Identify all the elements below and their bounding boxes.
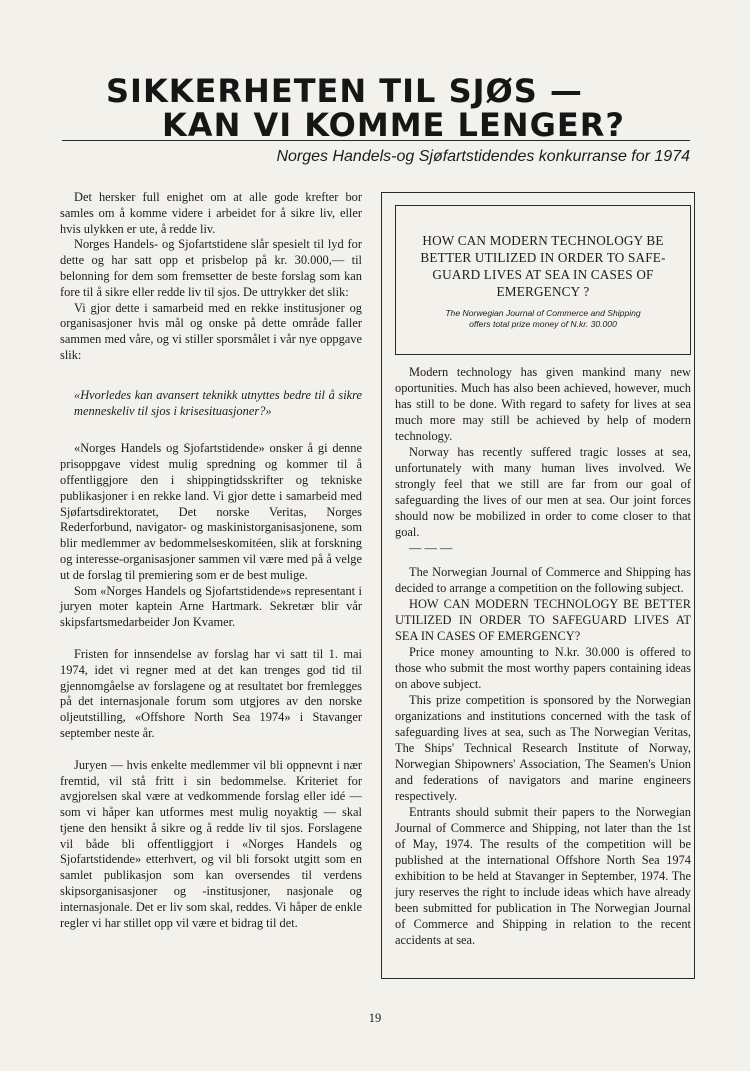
left-paragraph-3: Vi gjor dette i samarbeid med en rekke institusjoner og organisasjoner hvis mål og onske på dette område faller sammen med våre, og vi stiller sporsmålet i vår nye oppgave slik:	[60, 300, 362, 362]
right-column	[395, 364, 691, 948]
sponsor-line-2: offers total prize money of N.kr. 30.000	[469, 318, 617, 329]
headline	[100, 74, 660, 142]
left-paragraph-6: Fristen for innsendelse av forslag har vi satt til 1. mai 1974, idet vi regner med at det kan trenges god tid til gjennomgåelse av forslagene og at resultatet bor fremlegges på det internasjonale forum som utgjores av den norske oljeutstilling, «Offshore North Sea 1974» i Stavanger september neste år.	[60, 646, 362, 740]
right-paragraph-1: Modern technology has given mankind many new oportunities. Much has also been achieved, however, much has still to be done. With regard to safety for lives at sea much more may still be achieved by help of modern technology.	[395, 365, 691, 443]
subtitle: Norges Handels-og Sjøfartstidendes konkurranse for 1974	[276, 148, 690, 165]
headline-line-2: KAN VI KOMME LENGER?	[162, 106, 625, 144]
left-paragraph-4: «Norges Handels og Sjofartstidende» onsker å gi denne prisoppgave videst mulig spredning og kommer til å offentliggjore den i shippingtidsskrifter og tekniske publikasjoner i en rekke land. Vi gjor dette i samarbeid med Sjøfartsdirektoratet, Det norske Veritas, Norges Rederforbund, navigator- og maskinistorganisasjonene, som blir medlemmer av bedommelseskomitéen, slik at forskning og interesse-organisasjoner sammen vil være med på å velge ut de forslag til premiering som er de best mulige.	[60, 441, 362, 582]
headline-line-1: SIKKERHETEN TIL SJØS —	[106, 72, 583, 110]
right-paragraph-5: Price money amounting to N.kr. 30.000 is offered to those who submit the most worthy papers containing ideas on above subject.	[395, 645, 691, 691]
right-paragraph-7: Entrants should submit their papers to the Norwegian Journal of Commerce and Shipping, not later than the 1st of May, 1974. The results of the competition will be published at the international Offshore North Sea 1974 exhibition to be held at Stavanger in September, 1974. The jury reserves the right to include ideas which have already been submitted for publication in The Norwegian Journal of Commerce and Shipping in relation to the recent accidents at sea.	[395, 805, 691, 947]
title-rule	[62, 140, 690, 141]
divider-dashes: — — —	[409, 541, 453, 555]
right-paragraph-6: This prize competition is sponsored by the Norwegian organizations and institutions concerned with the task of safeguarding lives at sea, such as The Norwegian Veritas, The Ships' Technical Research Institute of Norway, Norwegian Shipowners' Association, The Seamen's Union and federations of navigators and marine engineers respectively.	[395, 693, 691, 803]
left-quote: «Hvorledes kan avansert teknikk utnyttes bedre til å sikre menneskeliv til sjos i krisesituasjoner?»	[74, 387, 362, 418]
competition-box	[395, 205, 691, 355]
left-paragraph-5: Som «Norges Handels og Sjofartstidende»s representant i juryen moter kaptein Arne Hartmark. Sekretær blir vår skipsfartsmedarbeider Jon Kvamer.	[60, 583, 362, 630]
left-column	[60, 190, 362, 931]
sponsor-note	[410, 308, 676, 329]
left-paragraph-7: Juryen — hvis enkelte medlemmer vil bli oppnevnt i nær fremtid, vil stå fritt i sin bedommelse. Kriteriet for avgjorelsen skal være at vedkommende forslag eller idé — som vi håper kan utformes mest mulig noyaktig — skal tjene den hensikt å sikre og å redde liv til sjos. Forslagene vil både bli offentliggjort i «Norges Handels og Sjofartstidende» etterhvert, og vil bli forsokt utgitt som en samlet publikasjon som kan oversendes til verdens skipsorganisasjoner og -institusjoner, nasjonale og internasjonale. Det er liv som skal, reddes. Vi håper de enkle regler vi har stillet opp vil være et bidrag til det.	[60, 757, 362, 930]
left-paragraph-1: Det hersker full enighet om at alle gode krefter bor samles om å komme videre i arbeidet for å sikre liv, eller hvis ulykken er ute, å redde liv.	[60, 190, 362, 236]
page-number: 19	[368, 1011, 382, 1025]
right-paragraph-2: Norway has recently suffered tragic losses at sea, unfortunately with many human lives involved. We strongly feel that we still are far from our goal of safeguarding the lives of our men at sea. Our joint forces should now be mobilized in order to come closer to that goal.	[395, 445, 691, 539]
right-paragraph-3: The Norwegian Journal of Commerce and Shipping has decided to arrange a competition on the following subject.	[395, 565, 691, 595]
left-paragraph-2: Norges Handels- og Sjofartstidene slår spesielt til lyd for dette og har satt opp et prisbelop på kr. 30.000,— til belonning for dem som fremsetter de beste forslag som kan fore til å sikre eller redde liv til sjos. De uttrykker det slik:	[60, 237, 362, 299]
sponsor-line-1: The Norwegian Journal of Commerce and Shipping	[445, 308, 641, 318]
right-paragraph-4: HOW CAN MODERN TECHNOLOGY BE BETTER UTILIZED IN ORDER TO SAFEGUARD LIVES AT SEA IN CASES OF EMERGENCY?	[395, 597, 691, 643]
competition-question: HOW CAN MODERN TECHNOLOGY BE BETTER UTILIZED IN ORDER TO SAFE-GUARD LIVES AT SEA IN CASES OF EMERGENCY ?	[420, 233, 666, 299]
